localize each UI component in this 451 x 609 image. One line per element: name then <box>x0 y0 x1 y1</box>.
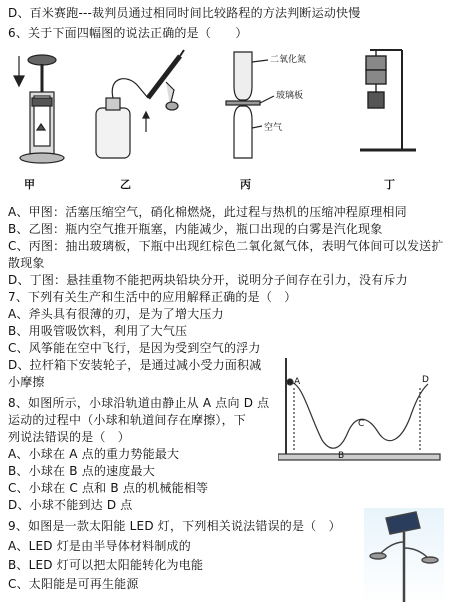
track-point-a: A <box>294 377 301 387</box>
q8-option-a: A、小球在 A 点的重力势能最大 <box>8 447 180 461</box>
q7-option-d-cont: 小摩擦 <box>8 375 45 389</box>
q6-option-d: D、丁图：悬挂重物不能把两块铅块分开，说明分子间存在引力，没有斥力 <box>8 273 408 287</box>
q9-option-a: A、LED 灯是由半导体材料制成的 <box>8 539 191 553</box>
figure-yi <box>88 46 198 166</box>
q9-option-b: B、LED 灯可以把太阳能转化为电能 <box>8 558 204 572</box>
figure-label-bing: 丙 <box>240 178 251 191</box>
figure-jia <box>4 46 74 166</box>
q7-stem: 7、下列有关生产和生活中的应用解释正确的是（ ） <box>8 290 297 304</box>
track-point-b: B <box>338 451 345 461</box>
q6-option-a: A、甲图：活塞压缩空气，硝化棉燃烧，此过程与热机的压缩冲程原理相同 <box>8 205 407 219</box>
q6-stem: 6、关于下面四幅图的说法正确的是（ ） <box>8 26 248 40</box>
q6-option-c-cont: 散现象 <box>8 256 45 270</box>
q9-stem: 9、如图是一款太阳能 LED 灯，下列相关说法错误的是（ ） <box>8 519 341 533</box>
q7-option-a: A、斧头具有很薄的刃，是为了增大压力 <box>8 307 224 321</box>
q7-option-d: D、拉杆箱下安装轮子，是通过减小受力面积减 <box>8 358 262 372</box>
q8-option-d: D、小球不能到达 D 点 <box>8 498 133 512</box>
q8-option-c: C、小球在 C 点和 B 点的机械能相等 <box>8 481 209 495</box>
bing-label-glass: 玻璃板 <box>276 91 304 101</box>
solar-led-lamp-figure <box>364 508 444 604</box>
q7-option-c: C、风筝能在空中飞行，是因为受到空气的浮力 <box>8 341 261 355</box>
bing-label-air: 空气 <box>264 123 283 133</box>
figure-label-yi: 乙 <box>120 178 131 191</box>
q8-track-figure <box>278 352 444 468</box>
figure-label-ding: 丁 <box>384 178 395 191</box>
bing-label-no2: 二氧化氮 <box>270 55 307 65</box>
q8-stem-line2: 运动的过程中（小球和轨道间存在摩擦），下 <box>8 413 247 427</box>
track-point-d: D <box>422 375 429 385</box>
figure-label-jia: 甲 <box>24 178 35 191</box>
q8-option-b: B、小球在 B 点的速度最大 <box>8 464 155 478</box>
figure-bing <box>218 46 328 166</box>
q6-option-b: B、乙图：瓶内空气推开瓶塞，内能减少，瓶口出现的白雾是汽化现象 <box>8 222 383 236</box>
q9-option-c: C、太阳能是可再生能源 <box>8 577 139 591</box>
prev-question-option-d: D、百米赛跑---裁判员通过相同时间比较路程的方法判断运动快慢 <box>8 6 361 20</box>
q7-option-b: B、用吸管吸饮料，利用了大气压 <box>8 324 188 338</box>
q8-stem-line3: 列说法错误的是（ ） <box>8 430 131 444</box>
figure-ding <box>352 46 432 166</box>
q8-stem-line1: 8、如图所示，小球沿轨道由静止从 A 点向 D 点 <box>8 396 270 410</box>
q6-option-c: C、丙图：抽出玻璃板，下瓶中出现红棕色二氧化氮气体，表明气体间可以发送扩 <box>8 239 444 253</box>
track-point-c: C <box>358 419 365 429</box>
